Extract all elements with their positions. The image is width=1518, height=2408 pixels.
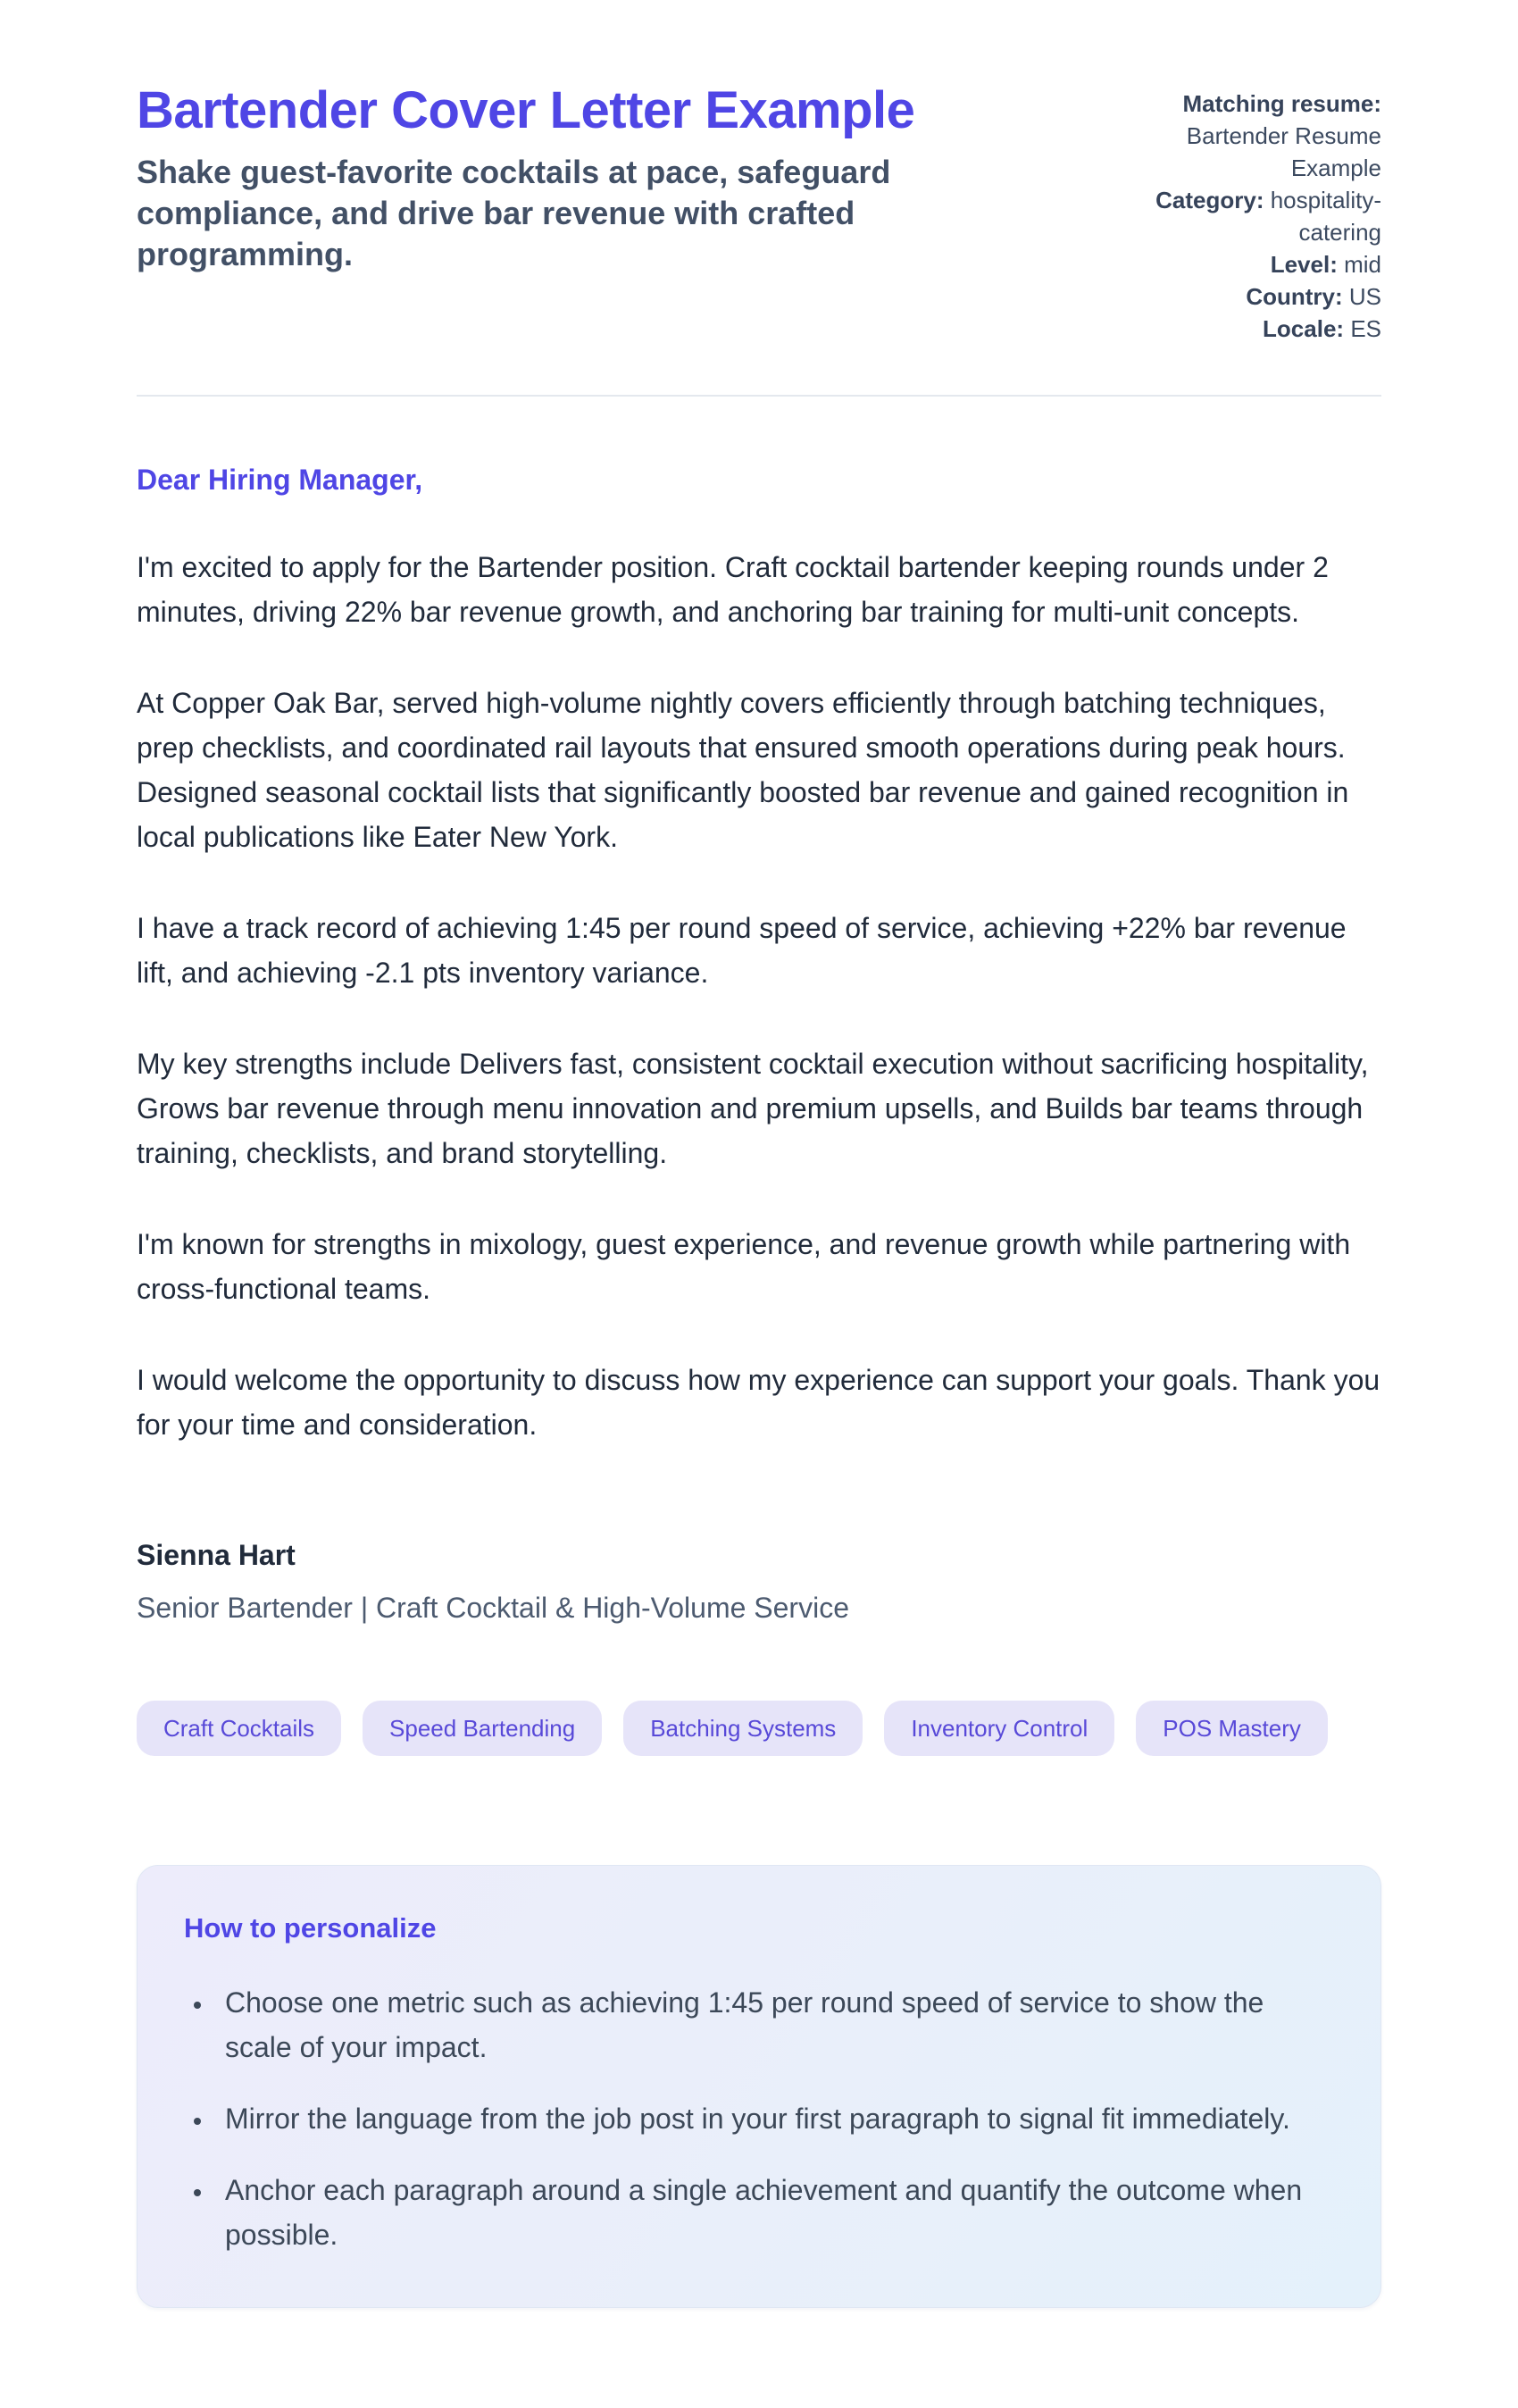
letter-paragraphs (137, 545, 1381, 1447)
page-title: Bartender Cover Letter Example (137, 81, 915, 139)
meta-label: Level: (1270, 251, 1338, 278)
callout-bullet: • Anchor each paragraph around a single achievement and quantify the outcome when possible. (214, 2168, 1322, 2257)
personalize-callout (137, 1865, 1381, 2308)
page-header (137, 82, 1381, 345)
signature-name: Sienna Hart (137, 1539, 296, 1571)
page-subtitle: Shake guest-favorite cocktails at pace, safeguard compliance, and drive bar revenue with crafted programming. (137, 154, 891, 272)
meta-label: Matching resume: (1182, 90, 1381, 117)
letter-paragraph: My key strengths include Delivers fast, consistent cocktail execution without sacrificing hospitality, Grows bar revenue through menu innovation and premium upsells, and Builds bar teams through training, checklists, and brand storytelling. (137, 1048, 1369, 1169)
meta-label: Country: (1246, 283, 1343, 310)
meta-row (1142, 280, 1381, 313)
letter-paragraph: I'm known for strengths in mixology, guest experience, and revenue growth while partnering with cross-functional teams. (137, 1228, 1351, 1305)
meta-row (1142, 184, 1381, 248)
resume-meta (1142, 82, 1381, 345)
signature-title: Senior Bartender | Craft Cocktail & High-Volume Service (137, 1592, 849, 1624)
skill-tag[interactable]: Speed Bartending (363, 1701, 602, 1756)
header-divider (137, 395, 1381, 397)
meta-label: Locale: (1263, 315, 1345, 342)
cover-letter-body (137, 461, 1381, 1627)
meta-value: ES (1350, 315, 1381, 342)
meta-label: Category: (1155, 187, 1264, 213)
letter-paragraph: I have a track record of achieving 1:45 per round speed of service, achieving +22% bar revenue lift, and achieving -2.1 pts inventory variance. (137, 912, 1347, 989)
skill-tags (137, 1701, 1381, 1756)
letter-paragraph: I would welcome the opportunity to discuss how my experience can support your goals. Thank you for your time and consideration. (137, 1364, 1380, 1441)
skill-tag[interactable]: Batching Systems (623, 1701, 863, 1756)
callout-bullet-list (184, 1980, 1334, 2257)
skill-tag[interactable]: POS Mastery (1136, 1701, 1328, 1756)
letter-paragraph: At Copper Oak Bar, served high-volume nightly covers efficiently through batching techniques, prep checklists, and coordinated rail layouts that ensured smooth operations during peak hours. Designed seasonal cocktail lists that significantly boosted bar revenue and gained recognition in local publications like Eater New York. (137, 687, 1349, 853)
meta-row (1142, 313, 1381, 345)
header-title-block (137, 82, 1142, 275)
meta-row (1142, 248, 1381, 280)
letter-paragraph: I'm excited to apply for the Bartender position. Craft cocktail bartender keeping rounds under 2 minutes, driving 22% bar revenue growth, and anchoring bar training for multi-unit concepts. (137, 551, 1329, 628)
meta-value: Bartender Resume Example (1186, 122, 1381, 181)
meta-value: US (1348, 283, 1381, 310)
page (137, 0, 1381, 2308)
letter-greeting: Dear Hiring Manager, (137, 464, 423, 496)
callout-bullet: • Choose one metric such as achieving 1:45 per round speed of service to show the scale of your impact. (214, 1980, 1322, 2069)
callout-heading: How to personalize (184, 1912, 437, 1944)
skill-tag[interactable]: Inventory Control (884, 1701, 1114, 1756)
meta-row (1142, 88, 1381, 184)
skill-tag[interactable]: Craft Cocktails (137, 1701, 341, 1756)
callout-bullet: • Mirror the language from the job post in your first paragraph to signal fit immediately. (214, 2096, 1322, 2141)
meta-value: mid (1344, 251, 1381, 278)
meta-value: hospitality-catering (1270, 187, 1381, 246)
